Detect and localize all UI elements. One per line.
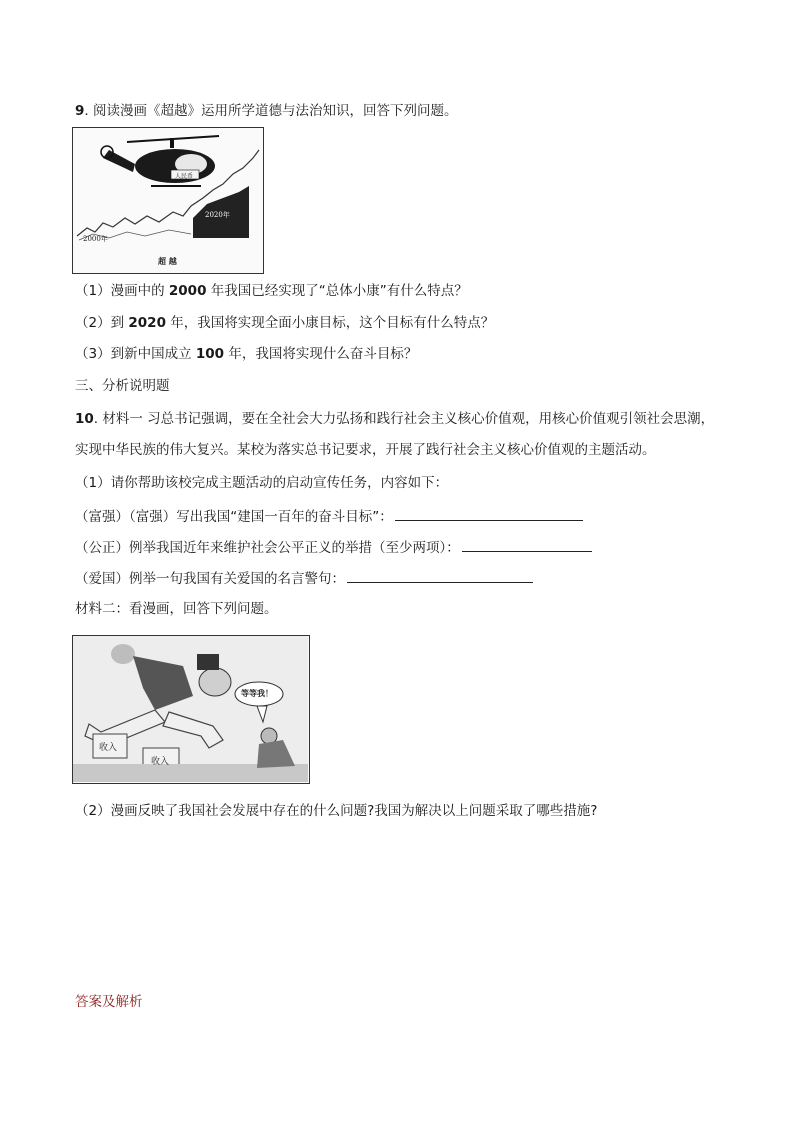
q10-number: 10 xyxy=(75,411,94,427)
answer-blank-3[interactable] xyxy=(347,568,533,583)
answer-blank-1[interactable] xyxy=(395,506,583,521)
q10-material2: 材料二：看漫画，回答下列问题。 xyxy=(75,601,278,617)
q10-fill2 xyxy=(75,537,592,557)
q9-number: 9 xyxy=(75,103,85,119)
year-2000-label: 2000年 xyxy=(83,235,108,243)
q10-fill1-text: （富强）（富强）写出我国“建国一百年的奋斗目标”： xyxy=(75,509,393,525)
q9-sub2 xyxy=(75,314,494,332)
q10-sub2: （2）漫画反映了我国社会发展中存在的什么问题?我国为解决以上问题采取了哪些措施? xyxy=(75,803,598,819)
q10-line1 xyxy=(75,410,714,428)
q10-fill3 xyxy=(75,568,533,588)
q9-sub1-post: 年我国已经实现了“总体小康”有什么特点？ xyxy=(206,283,468,299)
q9-sub3-post: 年，我国将实现什么奋斗目标？ xyxy=(224,346,418,362)
comic-income-drawing xyxy=(73,636,308,782)
q9-sub3 xyxy=(75,345,417,363)
q10-sub1: （1）请你帮助该校完成主题活动的启动宣传任务，内容如下： xyxy=(75,475,449,491)
q10-line1-text: . 材料一 习总书记强调，要在全社会大力弘扬和践行社会主义核心价值观，用核心价值观引领社会思潮， xyxy=(93,411,715,427)
q9-sub1-year: 2000 xyxy=(168,283,207,299)
helicopter-tail xyxy=(103,150,135,172)
answer-section-title: 答案及解析 xyxy=(75,994,143,1010)
heli-label: 人民币 xyxy=(175,173,194,180)
q9-sub1-pre: （1）漫画中的 xyxy=(75,283,169,299)
q9-sub2-year: 2020 xyxy=(128,315,166,331)
section-title: 三、分析说明题 xyxy=(75,378,170,394)
q10-fill1 xyxy=(75,506,583,526)
bubble-text: 等等我！ xyxy=(241,688,273,698)
runner-hat xyxy=(197,654,219,670)
q10-fill2-text: （公正）例举我国近年来维护社会公平正义的举措（至少两项）： xyxy=(75,540,460,556)
comic-chaoyue-drawing xyxy=(73,128,262,272)
q10-line2: 实现中华民族的伟大复兴。某校为落实总书记要求，开展了践行社会主义核心价值观的主题活动。 xyxy=(75,442,656,458)
q9-stem-text: . 阅读漫画《超越》运用所学道德与法治知识，回答下列问题。 xyxy=(84,103,458,119)
comic-caption: 超 越 xyxy=(158,256,177,266)
q10-fill3-text: （爱国）例举一句我国有关爱国的名言警句： xyxy=(75,571,345,587)
income-label-a: 收入 xyxy=(99,743,118,753)
q9-sub2-pre: （2）到 xyxy=(75,315,129,331)
comic-chaoyue xyxy=(72,127,264,274)
comic-income-gap xyxy=(72,635,310,784)
q9-sub3-pre: （3）到新中国成立 xyxy=(75,346,196,362)
runner-head xyxy=(199,668,231,696)
answer-blank-2[interactable] xyxy=(462,537,592,552)
q9-sub1 xyxy=(75,282,468,300)
q9-sub2-post: 年，我国将实现全面小康目标，这个目标有什么特点？ xyxy=(165,315,495,331)
q9-sub3-year: 100 xyxy=(195,346,225,362)
rotor-mast xyxy=(170,138,174,148)
runner-hand xyxy=(111,644,135,664)
year-2020-label: 2020年 xyxy=(205,211,230,219)
q9-stem xyxy=(75,102,458,120)
income-label-b: 收入 xyxy=(151,757,170,767)
